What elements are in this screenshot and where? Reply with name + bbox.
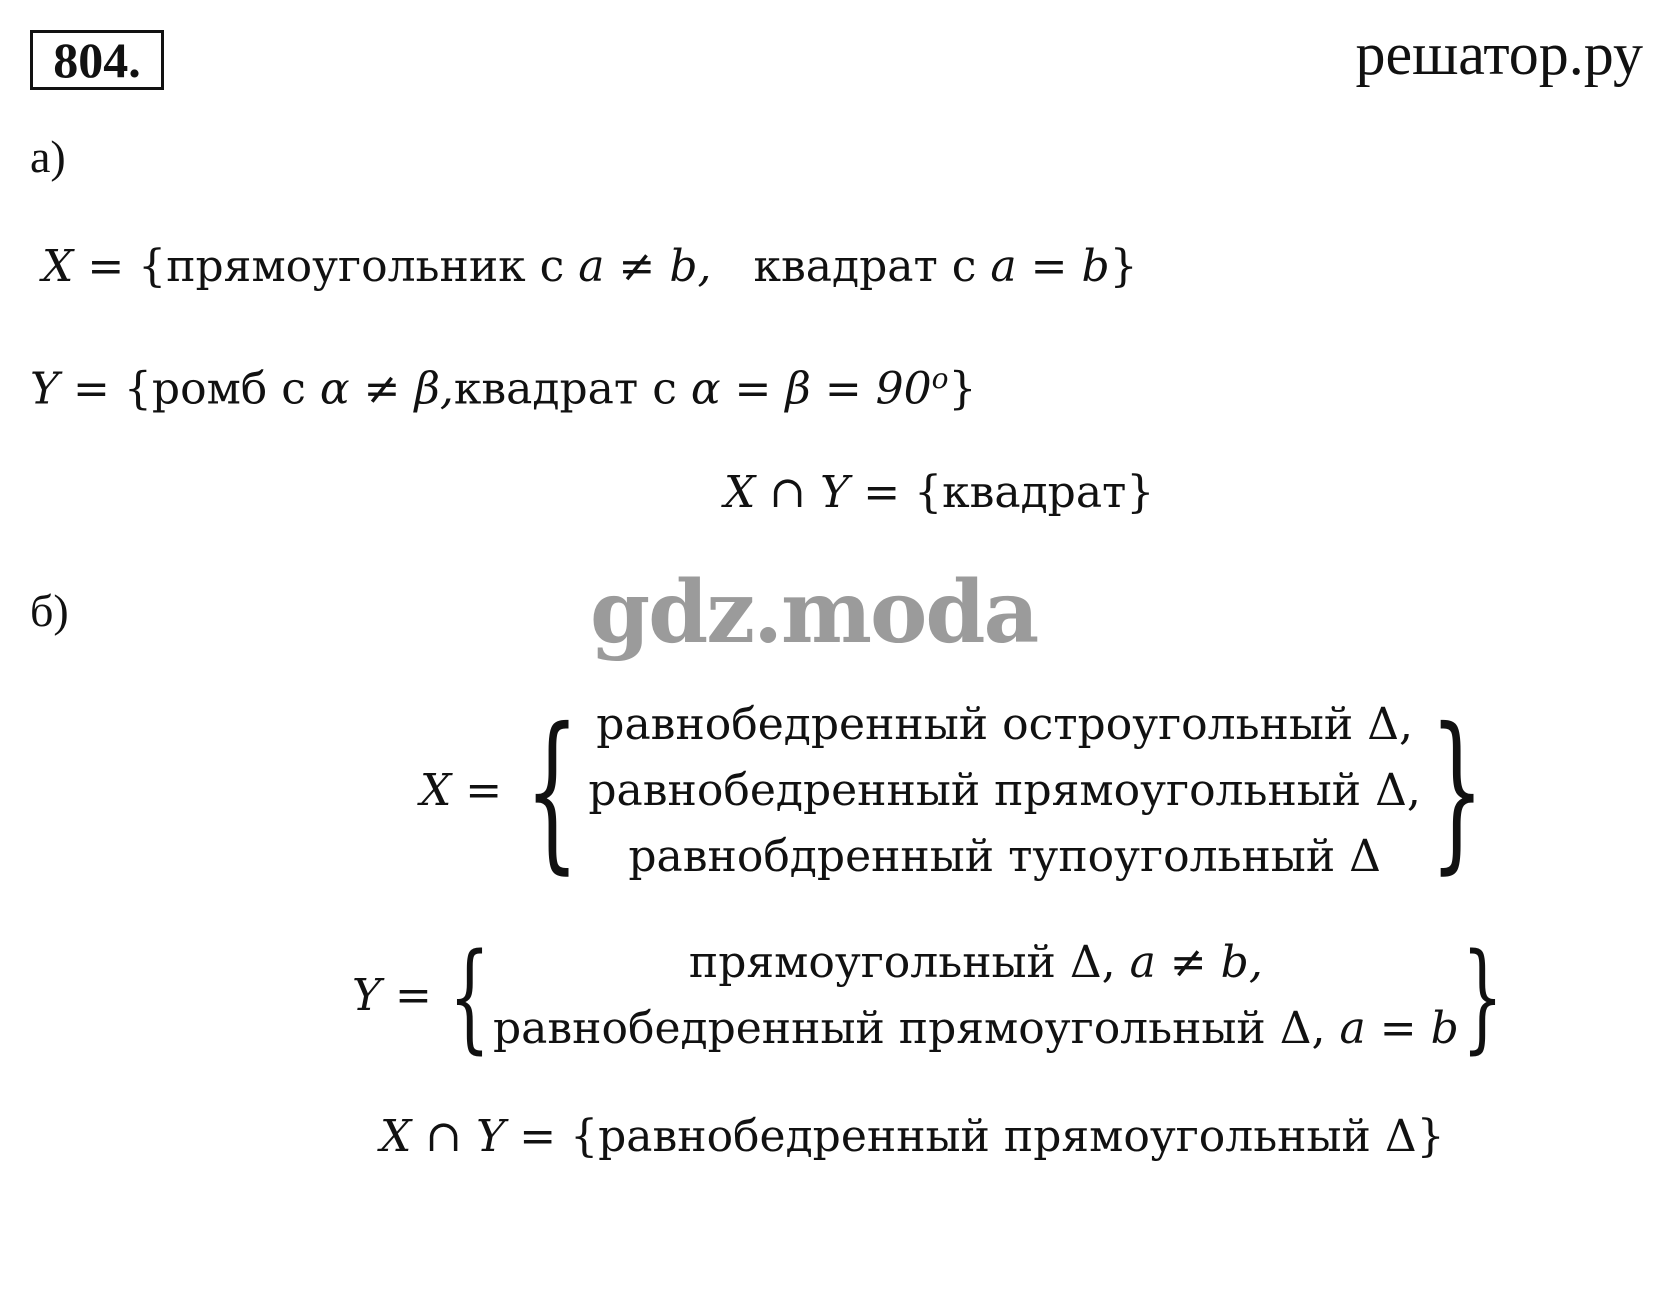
- left-brace: {: [448, 927, 491, 1065]
- x-line-2: равнобедренный прямоугольный Δ,: [588, 765, 1421, 816]
- y-item1-text: ромб с: [151, 363, 320, 415]
- x-symbol: X: [42, 241, 74, 292]
- x-line-3: равнобдренный тупоугольный Δ: [628, 831, 1381, 882]
- part-a-y-set: [30, 352, 977, 417]
- equals-open-brace: = {: [73, 363, 152, 415]
- watermark: gdz.moda: [590, 562, 1038, 663]
- right-brace: }: [1461, 927, 1503, 1065]
- part-a-intersection: [724, 466, 1154, 520]
- y-symbol: Y: [30, 363, 60, 415]
- part-a-label: а): [30, 131, 66, 182]
- x-item2-text: квадрат с: [753, 241, 991, 292]
- y-item2-text: квадрат с: [453, 363, 691, 415]
- part-b-y-set: [352, 927, 1506, 1065]
- y-line-1: прямоугольный Δ, a ≠ b,: [688, 937, 1263, 988]
- left-brace: {: [525, 692, 580, 890]
- right-brace: }: [1429, 692, 1485, 890]
- degree-mark: o: [931, 362, 949, 395]
- x-set-lines: [588, 692, 1421, 890]
- close-brace: }: [1109, 241, 1138, 292]
- exercise-number: 804.: [30, 30, 164, 90]
- part-a-x-set: [42, 240, 1138, 294]
- intersection-rhs: = {равнобедренный прямоугольный Δ}: [519, 1111, 1445, 1162]
- part-b-label: б): [30, 585, 69, 636]
- intersection-rhs: = {квадрат}: [863, 467, 1155, 518]
- close-brace: }: [948, 363, 977, 415]
- intersection-lhs: X ∩ Y: [724, 467, 850, 518]
- y-set-lines: [493, 930, 1459, 1062]
- x-item2-cond: a = b: [990, 241, 1110, 292]
- site-name: решатор.ру: [1355, 21, 1643, 87]
- y-item1-cond: α ≠ β,: [319, 363, 454, 415]
- x-line-1: равнобедренный остроугольный Δ,: [596, 699, 1413, 750]
- x-item1-text: прямоугольник с: [166, 241, 579, 292]
- equals-open-brace: = {: [87, 241, 167, 292]
- part-b-intersection: [380, 1110, 1445, 1164]
- x-equals: X =: [420, 765, 503, 816]
- x-item1-cond: a ≠ b,: [578, 241, 712, 292]
- y-line-2: равнобедренный прямоугольный Δ, a = b: [492, 1003, 1459, 1054]
- part-b-x-set: [420, 692, 1493, 890]
- y-equals: Y =: [352, 970, 432, 1021]
- y-item2-cond: α = β = 90: [690, 363, 932, 415]
- intersection-lhs: X ∩ Y: [380, 1111, 506, 1162]
